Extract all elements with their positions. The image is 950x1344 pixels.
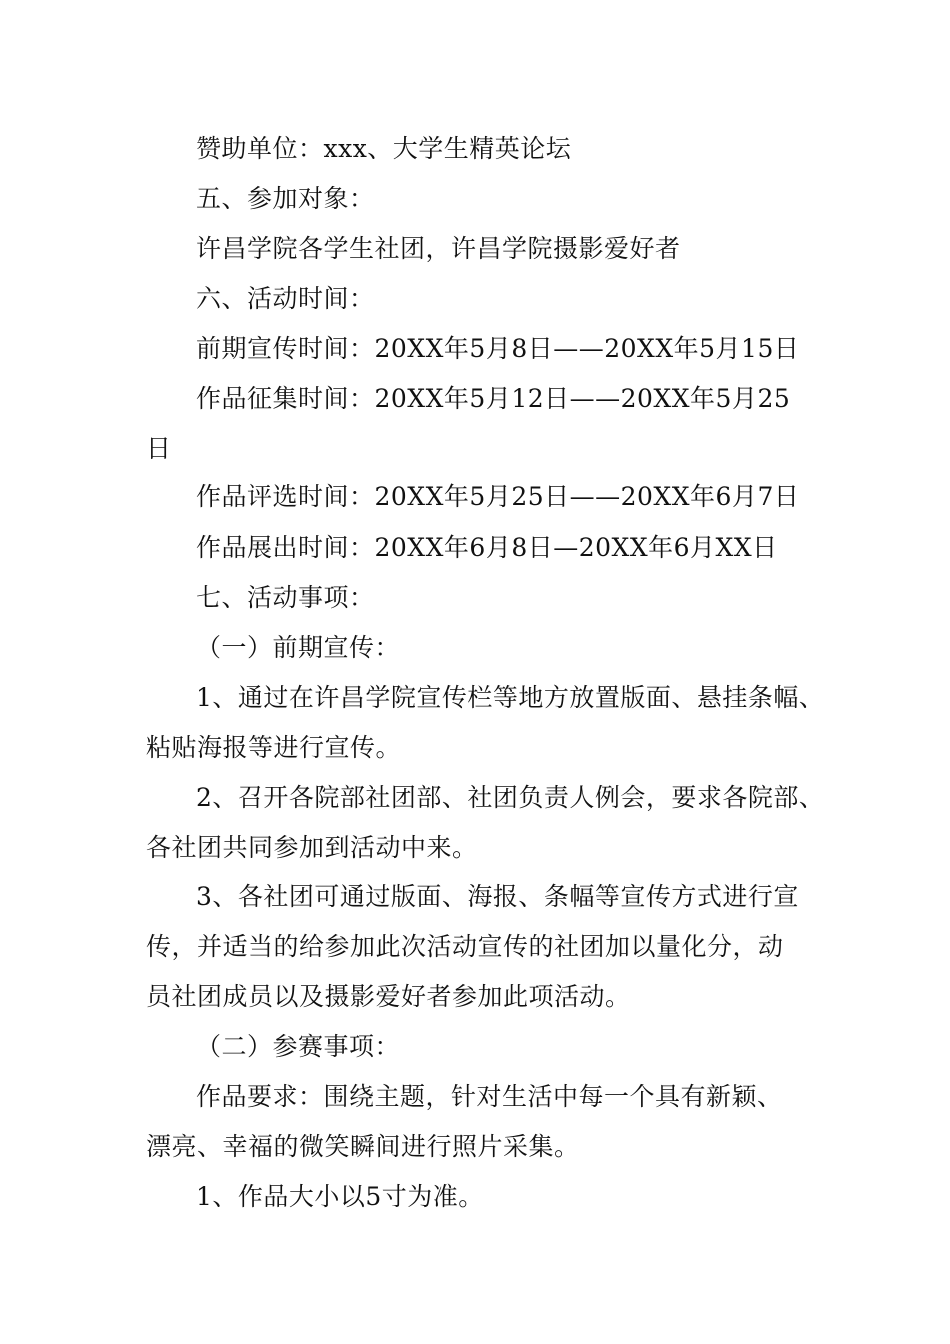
promotion-time-line: 前期宣传时间：20XX年5月8日——20XX年5月15日 [196, 334, 800, 363]
subsection-two-heading: （二）参赛事项： [196, 1032, 401, 1061]
collection-time-line-continued: 日 [146, 434, 172, 463]
item-two-line-continued: 各社团共同参加到活动中来。 [146, 833, 478, 862]
section-six-heading: 六、活动时间： [196, 284, 375, 313]
item-three-line-continued-1: 传，并适当的给参加此次活动宣传的社团加以量化分，动 [146, 932, 784, 961]
work-requirements-line-continued: 漂亮、幸福的微笑瞬间进行照片采集。 [146, 1132, 580, 1161]
subsection-one-heading: （一）前期宣传： [196, 633, 401, 662]
collection-time-line: 作品征集时间：20XX年5月12日——20XX年5月25 [196, 384, 791, 413]
item-three-line-continued-2: 员社团成员以及摄影爱好者参加此项活动。 [146, 982, 631, 1011]
section-seven-heading: 七、活动事项： [196, 583, 375, 612]
work-size-line: 1、作品大小以5寸为准。 [196, 1182, 484, 1211]
participants-line: 许昌学院各学生社团，许昌学院摄影爱好者 [196, 234, 681, 263]
item-two-line: 2、召开各院部社团部、社团负责人例会，要求各院部、 [196, 783, 825, 812]
item-one-line-continued: 粘贴海报等进行宣传。 [146, 733, 402, 762]
item-three-line: 3、各社团可通过版面、海报、条幅等宣传方式进行宣 [196, 882, 799, 911]
section-five-heading: 五、参加对象： [196, 184, 375, 213]
judging-time-line: 作品评选时间：20XX年5月25日——20XX年6月7日 [196, 482, 800, 511]
exhibition-time-line: 作品展出时间：20XX年6月8日—20XX年6月XX日 [196, 533, 778, 562]
item-one-line: 1、通过在许昌学院宣传栏等地方放置版面、悬挂条幅、 [196, 683, 825, 712]
sponsor-line: 赞助单位：xxx、大学生精英论坛 [196, 134, 572, 163]
work-requirements-line: 作品要求：围绕主题，针对生活中每一个具有新颖、 [196, 1082, 783, 1111]
